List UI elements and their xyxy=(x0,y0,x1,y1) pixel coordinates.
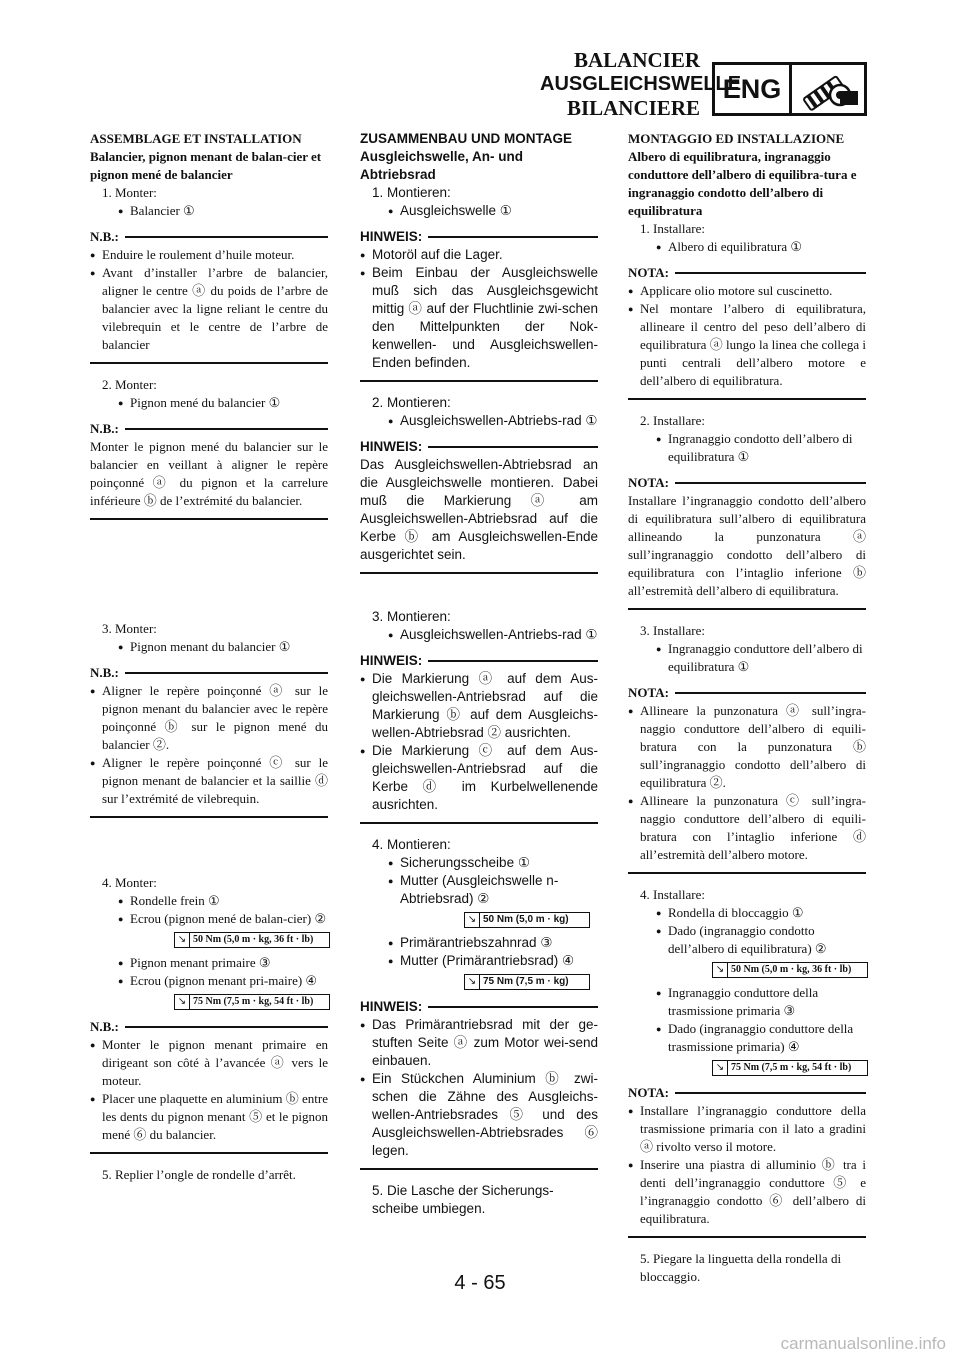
step-5: 5. Piegare la linguetta della rondella di bloccaggio. xyxy=(640,1251,842,1284)
divider xyxy=(360,822,598,824)
section-subtitle: Ausgleichswelle, An- und Abtriebsrad xyxy=(360,149,524,182)
title-fr: BALANCIER xyxy=(573,48,700,72)
divider xyxy=(628,872,866,874)
step-2-item: ● Ausgleichswellen-Abtriebs-rad ① xyxy=(360,412,598,430)
step-1-item: ● Balancier ① xyxy=(90,202,328,220)
note-text: Das Ausgleichswellen-Abtriebsrad an die Ausgleichswelle montieren. Dabei muß die Markierung ⓐ am Ausgleichswellen-Abtriebsrad auf die Kerbe ⓑ am Ausgleichswellen-Ende ausgerichtet sein. xyxy=(360,457,598,562)
step-2-item: ● Ingranaggio condotto dell’albero di equilibratura ① xyxy=(628,430,866,466)
divider xyxy=(360,572,598,574)
step-4-item: ● Mutter (Primärantriebsrad) ④ xyxy=(360,952,598,970)
step-4-item: ● Ecrou (pignon mené de balan-cier) ② xyxy=(90,910,328,928)
section-header xyxy=(540,48,742,120)
note-label: N.B.: xyxy=(90,664,328,682)
watermark: carmanualsonline.info xyxy=(780,1334,946,1353)
note-label: NOTA: xyxy=(628,264,866,282)
step-4-item: ● Primärantriebszahnrad ③ xyxy=(360,934,598,952)
note-item: ● Die Markierung ⓐ auf dem Aus-gleichswellen-Antriebsrad auf die Markierung ⓑ auf dem Ausgleichs-wellen-Abtriebsrad ② ausrichten. xyxy=(360,670,598,742)
column-german xyxy=(360,130,598,1218)
note-label: N.B.: xyxy=(90,228,328,246)
title-de: AUSGLEICHSWELLE xyxy=(540,73,742,95)
note-item: ● Applicare olio motore sul cuscinetto. xyxy=(628,282,866,300)
divider xyxy=(628,398,866,400)
section-title: ASSEMBLAGE ET INSTALLATION xyxy=(90,131,302,146)
step-3-item: ● Pignon menant du balancier ① xyxy=(90,638,328,656)
divider xyxy=(628,1236,866,1238)
note-item: ● Nel montare l’albero di equilibratura, allineare il centro del peso dell’albero di equilibratura ⓐ lungo la linea che collega i punti centrali dell’albero motore e dell’albero di equilibratura. xyxy=(628,300,866,390)
step-4-item: ● Rondelle frein ① xyxy=(90,892,328,910)
torque-spec: ↘ 75 Nm (7,5 m · kg, 54 ft · lb) xyxy=(174,994,330,1010)
note-item: ● Allineare la punzonatura ⓒ sull’ingra-naggio conduttore dell’albero di equili-bratura con l’intaglio inferione ⓓ all’estremità dell’albero motore. xyxy=(628,792,866,864)
step-3: 3. Montieren: xyxy=(372,609,451,624)
note-item: ● Enduire le roulement d’huile moteur. xyxy=(90,246,328,264)
step-1: 1. Installare: xyxy=(640,221,705,236)
note-item: ● Installare l’ingranaggio conduttore della trasmissione primaria con il lato a gradini ⓐ rivolto verso il motore. xyxy=(628,1102,866,1156)
torque-spec: ↘ 50 Nm (5,0 m · kg) xyxy=(464,912,590,928)
divider xyxy=(360,1168,598,1170)
step-4: 4. Montieren: xyxy=(372,837,451,852)
torque-spec: ↘ 50 Nm (5,0 m · kg, 36 ft · lb) xyxy=(712,962,868,978)
torque-spec: ↘ 50 Nm (5,0 m · kg, 36 ft · lb) xyxy=(174,932,330,948)
step-2-item: ● Pignon mené du balancier ① xyxy=(90,394,328,412)
step-4-item: ● Rondella di bloccaggio ① xyxy=(628,904,866,922)
wrench-icon: ↘ xyxy=(175,933,190,947)
section-subtitle: Balancier, pignon menant de balan-cier et pignon mené de balancier xyxy=(90,149,322,182)
torque-spec: ↘ 75 Nm (7,5 m · kg) xyxy=(464,974,590,990)
note-item: ● Aligner le repère poinçonné ⓐ sur le pignon menant du balancier avec le repère poinçonné ⓑ sur le pignon mené du balancier ②. xyxy=(90,682,328,754)
page-number: 4 - 65 xyxy=(454,1272,506,1294)
wrench-icon: ↘ xyxy=(713,963,728,977)
step-2: 2. Monter: xyxy=(102,377,157,392)
step-4-item: ● Ingranaggio conduttore della trasmissione primaria ③ xyxy=(628,984,866,1020)
step-1: 1. Monter: xyxy=(102,185,157,200)
divider xyxy=(628,608,866,610)
note-label: HINWEIS: xyxy=(360,652,598,670)
column-italian xyxy=(628,130,866,1286)
step-1: 1. Montieren: xyxy=(372,185,451,200)
note-text: Monter le pignon mené du balancier sur le balancier en veillant à aligner le repère poinçonné ⓐ du pignon et la carrelure inférieure ⓑ de l’extrémité du balancier. xyxy=(90,439,328,508)
note-item: ● Beim Einbau der Ausgleichswelle muß sich das Ausgleichsgewicht mittig ⓐ auf der Fluchtlinie zwi-schen den Mittelpunkten der Nok-kenwellen- und Ausgleichswellen-Enden befinden. xyxy=(360,264,598,372)
step-4-item: ● Dado (ingranaggio conduttore della trasmissione primaria) ④ xyxy=(628,1020,866,1056)
step-5: 5. Die Lasche der Sicherungs-scheibe umbiegen. xyxy=(372,1183,554,1216)
step-3-item: ● Ausgleichswellen-Antriebs-rad ① xyxy=(360,626,598,644)
eng-badge xyxy=(712,62,867,116)
note-item: ● Das Primärantriebsrad mit der ge-stuften Seite ⓐ zum Motor wei-send einbauen. xyxy=(360,1016,598,1070)
step-3: 3. Monter: xyxy=(102,621,157,636)
note-item: ● Avant d’installer l’arbre de balancier, aligner le centre ⓐ du poids de l’arbre de balancier avec la ligne reliant le centre du vilebrequin et le centre de l’arbre de balancier xyxy=(90,264,328,354)
wrench-icon: ↘ xyxy=(175,995,190,1009)
note-label: N.B.: xyxy=(90,420,328,438)
note-label: NOTA: xyxy=(628,1084,866,1102)
step-4: 4. Installare: xyxy=(640,887,705,902)
divider xyxy=(90,518,328,520)
divider xyxy=(90,1152,328,1154)
note-item: ● Inserire una piastra di alluminio ⓑ tra i denti dell’ingranaggio conduttore ⑤ e l’ingranaggio condotto ⑥ dell’albero di equilibratura. xyxy=(628,1156,866,1228)
step-4-item: ● Pignon menant primaire ③ xyxy=(90,954,328,972)
note-label: HINWEIS: xyxy=(360,998,598,1016)
note-item: ● Monter le pignon menant primaire en dirigeant son côté à l’avancée ⓐ vers le moteur. xyxy=(90,1036,328,1090)
step-3-item: ● Ingranaggio conduttore dell’albero di equilibratura ① xyxy=(628,640,866,676)
torque-spec: ↘ 75 Nm (7,5 m · kg, 54 ft · lb) xyxy=(712,1060,868,1076)
eng-label: ENG xyxy=(715,65,792,113)
note-label: N.B.: xyxy=(90,1018,328,1036)
step-2: 2. Installare: xyxy=(640,413,705,428)
note-item: ● Placer une plaquette en aluminium ⓑ entre les dents du pignon menant ⑤ et le pignon mené ⑥ du balancier. xyxy=(90,1090,328,1144)
note-label: NOTA: xyxy=(628,474,866,492)
step-3: 3. Installare: xyxy=(640,623,705,638)
step-1-item: ● Albero di equilibratura ① xyxy=(628,238,866,256)
note-item: ● Aligner le repère poinçonné ⓒ sur le pignon menant de balancier et la saillie ⓓ sur l’extrémité de vilebrequin. xyxy=(90,754,328,808)
column-french xyxy=(90,130,328,1184)
note-label: HINWEIS: xyxy=(360,438,598,456)
step-4-item: ● Dado (ingranaggio condotto dell’albero di equilibratura) ② xyxy=(628,922,866,958)
wrench-icon: ↘ xyxy=(465,913,480,927)
note-item: ● Motoröl auf die Lager. xyxy=(360,246,598,264)
step-5: 5. Replier l’ongle de rondelle d’arrêt. xyxy=(102,1167,296,1182)
step-4-item: ● Mutter (Ausgleichswelle n-Abtriebsrad) ② xyxy=(360,872,598,908)
wrench-icon: ↘ xyxy=(713,1061,728,1075)
engine-wrench-icon xyxy=(792,65,864,113)
note-label: NOTA: xyxy=(628,684,866,702)
note-item: ● Allineare la punzonatura ⓐ sull’ingra-naggio conduttore dell’albero di equili-bratura con la punzonatura ⓑ sull’ingranaggio condotto dell’albero di equilibratura ②. xyxy=(628,702,866,792)
section-title: ZUSAMMENBAU UND MONTAGE xyxy=(360,131,572,146)
title-it: BILANCIERE xyxy=(566,96,700,120)
note-label: HINWEIS: xyxy=(360,228,598,246)
note-item: ● Ein Stückchen Aluminium ⓑ zwi-schen die Zähne des Ausgleichs-wellen-Antriebsrades ⑤ und des Ausgleichswellen-Abtriebsrades ⑥ legen. xyxy=(360,1070,598,1160)
wrench-icon: ↘ xyxy=(465,975,480,989)
section-subtitle: Albero di equilibratura, ingranaggio conduttore dell’albero di equilibra-tura e ingranaggio condotto dell’albero di equilibratura xyxy=(628,149,857,218)
step-2: 2. Montieren: xyxy=(372,395,451,410)
divider xyxy=(90,816,328,818)
step-1-item: ● Ausgleichswelle ① xyxy=(360,202,598,220)
divider xyxy=(360,380,598,382)
note-text: Installare l’ingranaggio condotto dell’albero di equilibratura sull’albero di equilibratura allineando la punzonatura ⓐ sull’ingranaggio condotto dell’albero di equilibratura con l’intaglio inferione ⓑ all’estremità dell’albero di equilibratura. xyxy=(628,493,866,598)
step-4-item: ● Ecrou (pignon menant pri-maire) ④ xyxy=(90,972,328,990)
section-title: MONTAGGIO ED INSTALLAZIONE xyxy=(628,131,845,146)
step-4-item: ● Sicherungsscheibe ① xyxy=(360,854,598,872)
step-4: 4. Monter: xyxy=(102,875,157,890)
divider xyxy=(90,362,328,364)
note-item: ● Die Markierung ⓒ auf dem Aus-gleichswellen-Antriebsrad auf die Kerbe ⓓ im Kurbelwellenende ausrichten. xyxy=(360,742,598,814)
